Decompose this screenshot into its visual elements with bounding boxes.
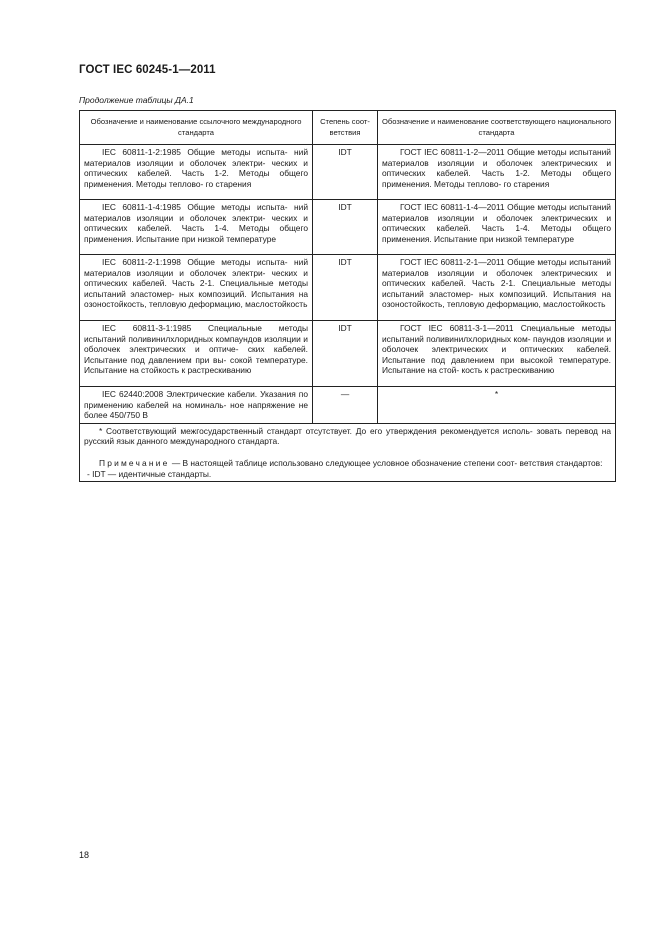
footnote-cell	[80, 423, 616, 481]
reference-standard-cell: IEC 60811-2-1:1998 Общие методы испыта- ний материалов изоляции и оболочек электри- ческих и оптических кабелей. Часть 2-1. Специальные методы испытаний эластомер- ных композиций. Испытания на озоностойкость, тепловую деформацию, маслостойкость	[80, 255, 313, 321]
table-row	[80, 145, 616, 200]
national-standard-cell: ГОСТ IEC 60811-2-1—2011 Общие методы испытаний материалов изоляции и оболочек электрических и оптических кабелей. Часть 2-1. Специальные методы испытаний эластомер- ных композиций. Испытания на озоностойкость, тепловую деформацию, маслостойкость	[378, 255, 616, 321]
table-row	[80, 255, 616, 321]
degree-cell: IDT	[313, 145, 378, 200]
note-text: — В настоящей таблице использовано следующее условное обозначение степени соот- ветствия стандартов:	[171, 457, 603, 468]
footnote-text: * Соответствующий межгосударственный стандарт отсутствует. До его утверждения рекомендуется исполь- зовать перевод на русский язык данного международного стандарта.	[84, 425, 611, 447]
column-header-reference: Обозначение и наименование ссылочного международного стандарта	[80, 111, 313, 145]
document-title: ГОСТ IEC 60245-1—2011	[79, 64, 216, 76]
page-number: 18	[79, 850, 90, 860]
reference-standard-cell: IEC 60811-3-1:1985 Специальные методы испытаний поливинилхлоридных компаундов изоляции и оболочек электрических и оптиче- ских кабелей. Испытание под давлением при вы- сокой температуре. Испытание на стойкость к растрескиванию	[80, 321, 313, 387]
column-header-degree: Степень соот- ветствия	[313, 111, 378, 145]
table-continuation-caption: Продолжение таблицы ДА.1	[79, 95, 194, 105]
national-standard-cell: *	[378, 387, 616, 424]
national-standard-cell: ГОСТ IEC 60811-3-1—2011 Специальные методы испытаний поливинилхлоридных ком- паундов изоляции и оболочек электрических и оптических кабелей. Испытание под давлением при высокой температуре. Испытание на стой- кость к растрескиванию	[378, 321, 616, 387]
standards-correspondence-table	[79, 110, 616, 482]
note-label: Примечание	[99, 457, 170, 468]
note-list-item: - IDT — идентичные стандарты.	[87, 468, 212, 479]
note-paragraph	[84, 458, 611, 469]
footnote-row	[80, 423, 616, 481]
column-header-national: Обозначение и наименование соответствующего национального стандарта	[378, 111, 616, 145]
degree-cell: IDT	[313, 321, 378, 387]
table-row	[80, 321, 616, 387]
table-row	[80, 200, 616, 255]
national-standard-cell: ГОСТ IEC 60811-1-2—2011 Общие методы испытаний материалов изоляции и оболочек электрических и оптических кабелей. Часть 1-2. Методы общего применения. Методы теплово- го старения	[378, 145, 616, 200]
degree-cell: IDT	[313, 200, 378, 255]
table-header-row	[80, 111, 616, 145]
degree-cell: —	[313, 387, 378, 424]
table-row	[80, 387, 616, 424]
national-standard-cell: ГОСТ IEC 60811-1-4—2011 Общие методы испытаний материалов изоляции и оболочек электрических и оптических кабелей. Часть 1-4. Методы общего применения. Испытание при низкой температуре	[378, 200, 616, 255]
reference-standard-cell: IEC 60811-1-2:1985 Общие методы испыта- ний материалов изоляции и оболочек электри- ческих и оптических кабелей. Часть 1-2. Методы общего применения. Методы теплово- го старения	[80, 145, 313, 200]
degree-cell: IDT	[313, 255, 378, 321]
reference-standard-cell: IEC 62440:2008 Электрические кабели. Указания по применению кабелей на номиналь- ное напряжение не более 450/750 В	[80, 387, 313, 424]
reference-standard-cell: IEC 60811-1-4:1985 Общие методы испыта- ний материалов изоляции и оболочек электри- ческих и оптических кабелей. Часть 1-4. Методы общего применения. Испытание при низкой температуре	[80, 200, 313, 255]
